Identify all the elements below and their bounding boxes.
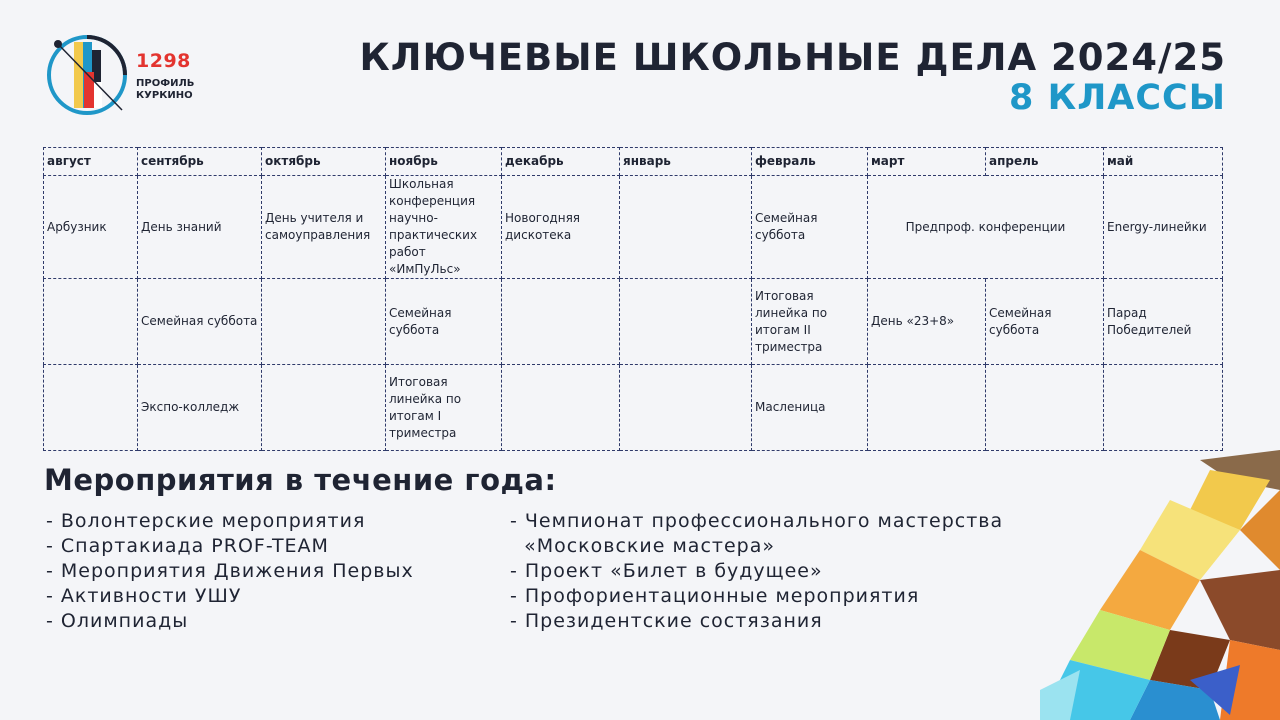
table-cell: Итоговая линейка по итогам I триместра xyxy=(386,365,502,451)
month-header: август xyxy=(44,148,138,176)
table-cell: Масленица xyxy=(752,365,868,451)
list-item: - Профориентационные мероприятия xyxy=(510,585,920,607)
events-heading: Мероприятия в течение года: xyxy=(44,463,557,497)
table-row xyxy=(44,279,1223,365)
table-cell: Семейная суббота xyxy=(386,279,502,365)
page-title: КЛЮЧЕВЫЕ ШКОЛЬНЫЕ ДЕЛА 2024/25 xyxy=(359,36,1226,79)
month-header: декабрь xyxy=(502,148,620,176)
table-cell xyxy=(1104,365,1223,451)
table-cell xyxy=(620,279,752,365)
table-cell xyxy=(44,365,138,451)
table-cell: День «23+8» xyxy=(868,279,986,365)
list-item: - Активности УШУ xyxy=(46,585,242,607)
table-cell: Школьная конференция научно-практических работ «ИмПуЛьс» xyxy=(386,176,502,279)
table-cell xyxy=(502,365,620,451)
table-cell: День учителя и самоуправления xyxy=(262,176,386,279)
table-cell: Energy-линейки xyxy=(1104,176,1223,279)
month-header: январь xyxy=(620,148,752,176)
table-cell: Экспо-колледж xyxy=(138,365,262,451)
table-cell: День знаний xyxy=(138,176,262,279)
list-item: «Московские мастера» xyxy=(510,535,775,557)
table-row xyxy=(44,176,1223,279)
month-header: апрель xyxy=(986,148,1104,176)
table-cell: Семейная суббота xyxy=(138,279,262,365)
list-item: - Президентские состязания xyxy=(510,610,823,632)
list-item: - Чемпионат профессионального мастерства xyxy=(510,510,1004,532)
month-header: февраль xyxy=(752,148,868,176)
schedule-table xyxy=(43,147,1223,451)
table-cell xyxy=(986,365,1104,451)
events-list-right xyxy=(510,509,1003,634)
events-list-left xyxy=(46,509,414,634)
page-subtitle: 8 КЛАССЫ xyxy=(1009,78,1226,118)
month-header: сентябрь xyxy=(138,148,262,176)
logo-text-line2: КУРКИНО xyxy=(136,90,193,101)
month-header: март xyxy=(868,148,986,176)
table-cell: Арбузник xyxy=(44,176,138,279)
table-cell: Парад Победителей xyxy=(1104,279,1223,365)
school-logo xyxy=(44,30,204,120)
logo-text-line1: ПРОФИЛЬ xyxy=(136,78,195,89)
table-cell: Итоговая линейка по итогам II триместра xyxy=(752,279,868,365)
logo-emblem-icon xyxy=(44,30,134,120)
table-cell xyxy=(620,365,752,451)
table-cell xyxy=(868,365,986,451)
table-cell xyxy=(44,279,138,365)
month-header: май xyxy=(1104,148,1223,176)
table-cell xyxy=(620,176,752,279)
table-cell xyxy=(502,279,620,365)
table-cell: Семейная суббота xyxy=(986,279,1104,365)
table-cell xyxy=(262,365,386,451)
list-item: - Проект «Билет в будущее» xyxy=(510,560,823,582)
logo-number: 1298 xyxy=(136,50,191,72)
table-cell: Новогодняя дискотека xyxy=(502,176,620,279)
month-header: октябрь xyxy=(262,148,386,176)
list-item: - Волонтерские мероприятия xyxy=(46,510,366,532)
month-header: ноябрь xyxy=(386,148,502,176)
table-cell: Семейная суббота xyxy=(752,176,868,279)
table-cell xyxy=(262,279,386,365)
list-item: - Спартакиада PROF-TEAM xyxy=(46,535,329,557)
decorative-polygons xyxy=(1040,450,1280,720)
table-cell: Предпроф. конференции xyxy=(868,176,1104,279)
list-item: - Олимпиады xyxy=(46,610,189,632)
table-header-row xyxy=(44,148,1223,176)
table-row xyxy=(44,365,1223,451)
list-item: - Мероприятия Движения Первых xyxy=(46,560,414,582)
